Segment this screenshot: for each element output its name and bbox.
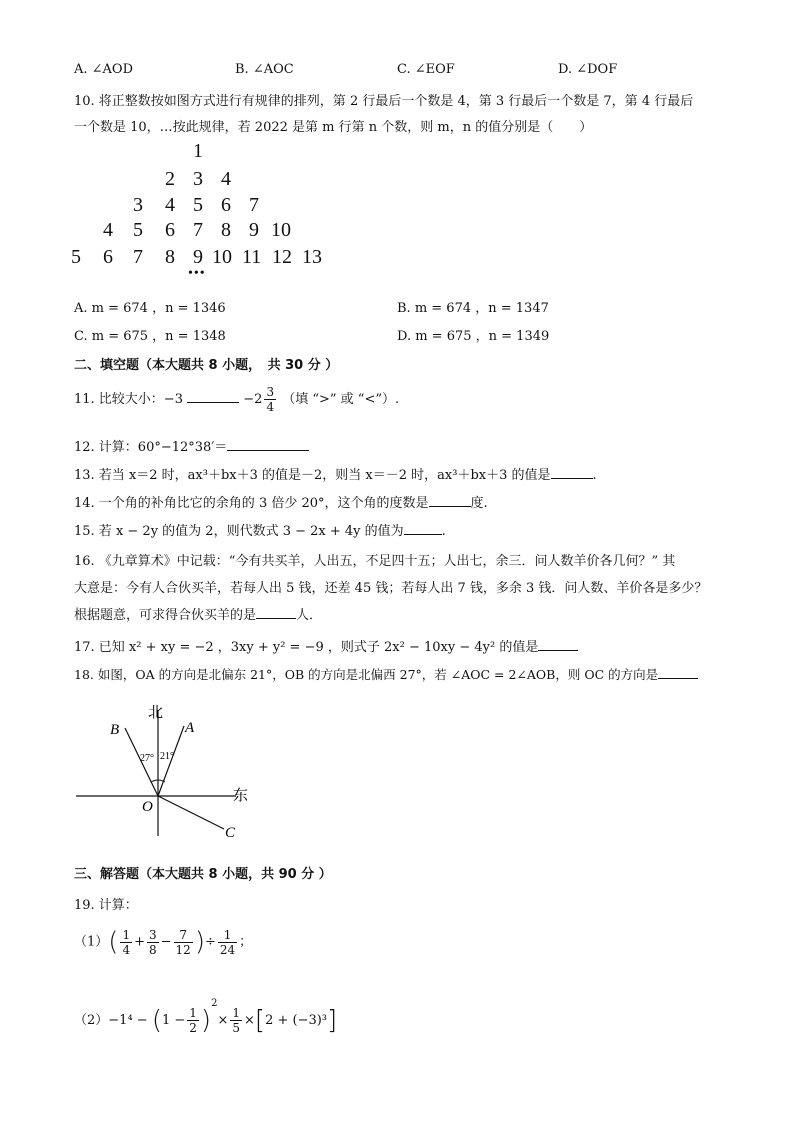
q12-text: 12. 计算：60°−12°38′＝ bbox=[74, 440, 228, 455]
tri-cell: 6 bbox=[103, 246, 113, 268]
q9-option-a: A. ∠AOD bbox=[74, 62, 134, 77]
q11-prefix: 11. 比较大小：−3 bbox=[74, 392, 183, 407]
q11-frac-num: 3 bbox=[266, 385, 275, 399]
tri-cell: 7 bbox=[249, 194, 259, 216]
q15-text: 15. 若 x − 2y 的值为 2，则代数式 3 − 2x + 4y 的值为 bbox=[74, 524, 404, 539]
direction-diagram bbox=[76, 696, 266, 846]
tri-cell: 8 bbox=[165, 246, 175, 268]
q17 bbox=[74, 636, 578, 655]
q16-line1: 16. 《九章算术》中记载：“今有共买羊，人出五，不足四十五；人出七，余三．问人数羊价各几何？” 其 bbox=[74, 554, 676, 569]
q15-blank bbox=[404, 522, 442, 535]
q16-line3 bbox=[74, 604, 322, 623]
tri-cell: 4 bbox=[221, 168, 231, 190]
frac-num: 1 bbox=[189, 1006, 197, 1020]
tri-cell: 12 bbox=[272, 246, 292, 268]
tri-cell: 2 bbox=[165, 168, 175, 190]
frac-den: 24 bbox=[219, 942, 236, 957]
q11-fraction bbox=[264, 385, 276, 414]
q19-p2-start: −1⁴ − bbox=[108, 1013, 148, 1028]
label-a: A bbox=[185, 720, 195, 736]
frac-den: 12 bbox=[175, 942, 191, 957]
q15-end: . bbox=[441, 524, 446, 539]
frac-num: 1 bbox=[122, 927, 131, 942]
frac-1-24 bbox=[218, 928, 237, 957]
q11 bbox=[74, 384, 399, 416]
plus-sign: + bbox=[134, 934, 145, 950]
q10-text-line1: 10. 将正整数按如图方式进行有规律的排列，第 2 行最后一个数是 4，第 3 行最后一个数是 7，第 4 行最后 bbox=[74, 94, 694, 109]
tri-cell: 5 bbox=[71, 246, 81, 268]
tri-cell: 1 bbox=[193, 140, 203, 162]
q12-blank bbox=[227, 438, 309, 451]
q10-option-c: C. m = 675 ，n = 1348 bbox=[74, 329, 226, 344]
right-paren: ) bbox=[200, 1005, 212, 1036]
frac-7-12 bbox=[174, 928, 193, 957]
q14-blank bbox=[429, 494, 471, 507]
q15 bbox=[74, 520, 446, 539]
frac-1-4 bbox=[120, 928, 132, 957]
q9-option-b: B. ∠AOC bbox=[235, 62, 294, 77]
frac-den: 5 bbox=[232, 1021, 240, 1035]
q19-part1 bbox=[74, 922, 252, 963]
q14-end: 度. bbox=[470, 496, 488, 511]
q11-blank bbox=[187, 390, 239, 403]
frac-1-2 bbox=[187, 1006, 199, 1035]
label-b: B bbox=[110, 722, 120, 738]
q17-blank bbox=[538, 638, 578, 651]
bracket-content: 2 + (−3)³ bbox=[265, 1013, 328, 1028]
label-angle-27: 27° bbox=[140, 753, 154, 764]
q11-frac-den: 4 bbox=[266, 400, 275, 414]
tri-cell: 6 bbox=[221, 194, 231, 216]
times-sign: × bbox=[244, 1013, 255, 1028]
tri-cell: 9 bbox=[193, 246, 203, 268]
label-east: 东 bbox=[233, 788, 249, 804]
tri-cell: 4 bbox=[165, 194, 175, 216]
tri-cell: 13 bbox=[302, 246, 322, 268]
tri-cell: 10 bbox=[212, 246, 232, 268]
q16-text: 根据题意，可求得合伙买羊的是 bbox=[74, 608, 257, 623]
q9-option-d: D. ∠DOF bbox=[558, 62, 618, 77]
q12 bbox=[74, 436, 309, 455]
q16-line2: 大意是：今有人合伙买羊，若每人出 5 钱，还差 45 钱；若每人出 7 钱，多余 3 钱．问人数、羊价各是多少？ bbox=[74, 581, 708, 596]
q10-text-line2: 一个数是 10，…按此规律，若 2022 是第 m 行第 n 个数，则 m，n 的值分别是（ ） bbox=[74, 120, 593, 135]
q18-blank bbox=[658, 666, 698, 679]
label-o: O bbox=[142, 799, 153, 815]
q11-mid: −2 bbox=[243, 392, 263, 407]
frac-1-5 bbox=[230, 1006, 242, 1035]
times-sign: × bbox=[217, 1013, 229, 1028]
left-paren: ( bbox=[108, 927, 119, 957]
section2-title: 二、填空题（本大题共 8 小题， 共 30 分 ） bbox=[74, 358, 339, 373]
tri-cell: 7 bbox=[193, 219, 203, 241]
minus-sign: − bbox=[160, 934, 172, 950]
frac-den: 4 bbox=[122, 942, 131, 957]
tri-cell: 3 bbox=[133, 194, 143, 216]
q16-end: 人． bbox=[296, 608, 323, 623]
tri-cell: 7 bbox=[133, 246, 143, 268]
frac-num: 1 bbox=[218, 928, 237, 943]
frac-num: 7 bbox=[174, 928, 193, 943]
semicolon: ； bbox=[239, 934, 253, 950]
tri-cell: 4 bbox=[103, 219, 113, 241]
label-c: C bbox=[225, 825, 236, 841]
q10-option-b: B. m = 674 ，n = 1347 bbox=[397, 301, 549, 316]
q10-option-a: A. m = 674 ，n = 1346 bbox=[74, 301, 226, 316]
frac-num: 3 bbox=[148, 927, 157, 942]
q19-title: 19. 计算： bbox=[74, 898, 138, 913]
q19-p1-label: （1） bbox=[74, 934, 109, 950]
tri-cell: 3 bbox=[193, 168, 203, 190]
q13-text: 13. 若当 x＝2 时，ax³＋bx＋3 的值是－2，则当 x＝－2 时，ax³＋bx＋3 的值是 bbox=[74, 468, 551, 483]
q14-text: 14. 一个角的补角比它的余角的 3 倍少 20°，这个角的度数是 bbox=[74, 496, 429, 511]
q11-suffix: （填 “>” 或 “<”）. bbox=[282, 392, 400, 407]
frac-3-8 bbox=[147, 928, 159, 957]
q19-p2-inner: 1 − bbox=[161, 1013, 186, 1028]
tri-cell: 9 bbox=[249, 219, 259, 241]
q13 bbox=[74, 464, 597, 483]
q18-text: 18. 如图，OA 的方向是北偏东 21°，OB 的方向是北偏西 27°，若 ∠AOC = 2∠AOB，则 OC 的方向是 bbox=[74, 667, 659, 682]
q19-p2-label: （2） bbox=[74, 1013, 109, 1028]
q16-blank bbox=[256, 606, 296, 619]
tri-cell: 5 bbox=[133, 219, 143, 241]
tri-cell: 5 bbox=[193, 194, 203, 216]
q19-part2 bbox=[74, 984, 337, 1041]
tri-cell: 10 bbox=[271, 219, 291, 241]
q13-end: . bbox=[592, 468, 597, 483]
q13-blank bbox=[551, 466, 593, 479]
frac-den: 8 bbox=[148, 942, 157, 957]
divide-sign: ÷ bbox=[204, 934, 216, 950]
q18 bbox=[74, 665, 698, 683]
tri-cell: 8 bbox=[221, 219, 231, 241]
tri-cell: 11 bbox=[242, 246, 262, 268]
left-bracket: [ bbox=[254, 1005, 266, 1036]
q17-text: 17. 已知 x² + xy = −2 ，3xy + y² = −9 ，则式子 2x² − 10xy − 4y² 的值是 bbox=[74, 640, 539, 655]
label-north: 北 bbox=[148, 705, 164, 721]
q10-option-d: D. m = 675 ，n = 1349 bbox=[397, 329, 550, 344]
square-exponent: 2 bbox=[211, 998, 218, 1009]
q9-option-c: C. ∠EOF bbox=[397, 62, 455, 77]
section3-title: 三、解答题（本大题共 8 小题，共 90 分 ） bbox=[74, 867, 332, 882]
right-paren: ) bbox=[194, 927, 205, 957]
q14 bbox=[74, 492, 488, 511]
ray-oc bbox=[158, 796, 224, 829]
right-bracket: ] bbox=[327, 1005, 338, 1036]
tri-cell: 6 bbox=[165, 219, 175, 241]
frac-num: 1 bbox=[232, 1006, 240, 1020]
label-angle-21: 21° bbox=[160, 751, 174, 762]
left-paren: ( bbox=[151, 1005, 162, 1036]
tri-ellipsis: ••• bbox=[188, 266, 206, 281]
frac-den: 2 bbox=[189, 1021, 197, 1035]
